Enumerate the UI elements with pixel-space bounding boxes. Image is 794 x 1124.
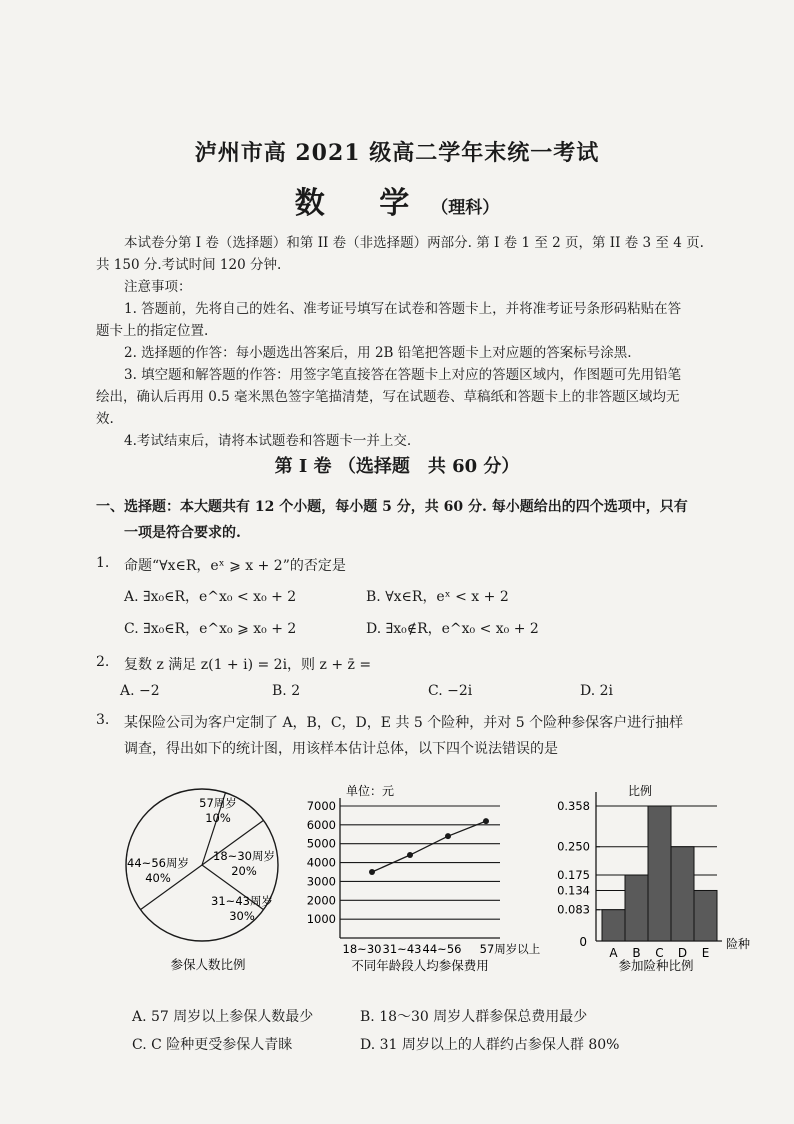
line-ytick-label: 2000 [306,893,336,908]
part-heading-line1: 一、选择题：本大题共有 12 个小题，每小题 5 分，共 60 分. 每小题给出的四个选项中，只有 [96,499,688,515]
subject-name: 数 学 [294,186,432,221]
notice-item4: 4.考试结束后，请将本试题卷和答题卡一并上交. [124,433,412,449]
line-unit-label: 单位：元 [346,784,395,798]
intro-line2: 共 150 分.考试时间 120 分钟. [96,257,282,273]
pie-slice-label: 18~30周岁 [213,849,275,863]
bar-ytick-label: 0.134 [557,883,590,898]
notice-item1-line1: 1. 答题前，先将自己的姓名、准考证号填写在试卷和答题卡上，并将准考证号条形码粘贴在答 [124,301,682,317]
q2-option-b: B. 2 [272,683,301,699]
bar-origin-label: 0 [579,935,587,949]
bar-ytick-label: 0.175 [557,868,590,883]
q2-stem: 复数 z 满足 z(1 + i) = 2i，则 z + z̄ = [124,657,372,673]
notice-item3-line3: 效. [96,411,114,427]
q2-option-d: D. 2i [580,683,614,699]
line-point [483,818,489,824]
bar-D [671,847,694,941]
pie-slice-label: 57周岁 [199,796,237,810]
q2-number: 2. [96,654,110,670]
bar-xtick-label: A [609,946,618,960]
line-chart [307,784,541,973]
line-xtick-label: 57周岁以上 [479,942,541,956]
bar-chart [557,783,750,973]
notice-item2: 2. 选择题的作答：每小题选出答案后，用 2B 铅笔把答题卡上对应题的答案标号涂黑. [124,345,632,361]
notice-item3-line2: 绘出，确认后再用 0.5 毫米黑色签字笔描清楚，写在试题卷、草稿纸和答题卡上的非答题区域均无 [96,389,680,405]
bar-title: 参加险种比例 [618,958,694,973]
line-title: 不同年龄段人均参保费用 [351,958,489,973]
q1-number: 1. [96,555,110,571]
bar-ylabel: 比例 [628,784,653,798]
line-ytick-label: 7000 [306,799,336,813]
pie-slice-percent: 20% [231,864,257,878]
exam-title: 泸州市高 2021 级高二学年末统一考试 [194,140,600,166]
line-point [369,869,375,875]
q1-stem: 命题“∀x∈R，eˣ ⩾ x + 2”的否定是 [124,558,346,574]
q3-stem-line1: 某保险公司为客户定制了 A，B，C，D，E 共 5 个险种，并对 5 个险种参保客户进行抽样 [124,715,684,731]
intro-line1: 本试卷分第 I 卷（选择题）和第 II 卷（非选择题）两部分. 第 I 卷 1 至 2 页，第 II 卷 3 至 4 页. [124,235,704,251]
q3-option-a: A. 57 周岁以上参保人数最少 [132,1009,314,1025]
line-ytick-label: 4000 [306,855,336,870]
bar-B [625,875,648,941]
bar-ytick-label: 0.083 [557,902,590,917]
subject-note: （理科） [431,198,500,218]
bar-xtick-label: C [655,946,664,960]
q3-stem-line2: 调查，得出如下的统计图，用该样本估计总体，以下四个说法错误的是 [124,741,558,757]
line-xtick-label: 18~30 [342,942,382,956]
notice-heading: 注意事项： [124,279,192,295]
q2-option-c: C. −2i [428,683,473,699]
line-ytick-label: 1000 [306,912,336,927]
bar-C [648,806,671,941]
q1-option-a: A. ∃x₀∈R，e^x₀ < x₀ + 2 [124,589,297,605]
line-ytick-label: 6000 [306,817,336,832]
line-point [407,852,413,858]
q3-number: 3. [96,712,110,728]
bar-E [694,890,717,941]
line-ytick-label: 5000 [306,836,336,851]
pie-chart [126,789,278,972]
pie-slice-percent: 30% [229,909,255,923]
line-xtick-label: 44~56 [422,942,462,956]
line-point [445,833,451,839]
q3-option-c: C. C 险种更受参保人青睐 [132,1037,293,1053]
pie-slice-percent: 40% [145,871,171,885]
line-ytick-label: 3000 [306,874,336,889]
bar-xtick-label: E [701,946,710,960]
q3-option-b: B. 18～30 周岁人群参保总费用最少 [360,1009,588,1025]
bar-xlabel: 险种 [726,937,751,951]
q2-option-a: A. −2 [120,683,160,699]
q1-option-d: D. ∃x₀∉R，e^x₀ < x₀ + 2 [366,621,539,637]
subject-title [0,178,794,222]
q3-figures [0,770,794,980]
notice-item3-line1: 3. 填空题和解答题的作答：用签字笔直接答在答题卡上对应的答题区域内，作图题可先用铅笔 [124,367,682,383]
pie-slice-label: 44~56周岁 [127,856,189,870]
q3-option-d: D. 31 周岁以上的人群约占参保人群 80% [360,1037,620,1053]
bar-xtick-label: D [677,946,688,960]
pie-slice-percent: 10% [205,811,231,825]
bar-A [602,910,625,941]
q1-option-c: C. ∃x₀∈R，e^x₀ ⩾ x₀ + 2 [124,621,297,637]
line-series-path [372,821,486,872]
bar-ytick-label: 0.358 [557,799,590,813]
line-xtick-label: 31~43 [382,942,422,956]
bar-ytick-label: 0.250 [557,839,590,854]
section-heading: 第 I 卷 （选择题 共 60 分） [274,456,520,477]
pie-slice-label: 31~43周岁 [211,894,273,908]
part-heading-line2: 一项是符合要求的. [124,525,241,541]
pie-title: 参保人数比例 [170,957,246,972]
bar-xtick-label: B [632,946,641,960]
notice-item1-line2: 题卡上的指定位置. [96,323,209,339]
q1-option-b: B. ∀x∈R，eˣ < x + 2 [366,589,509,605]
